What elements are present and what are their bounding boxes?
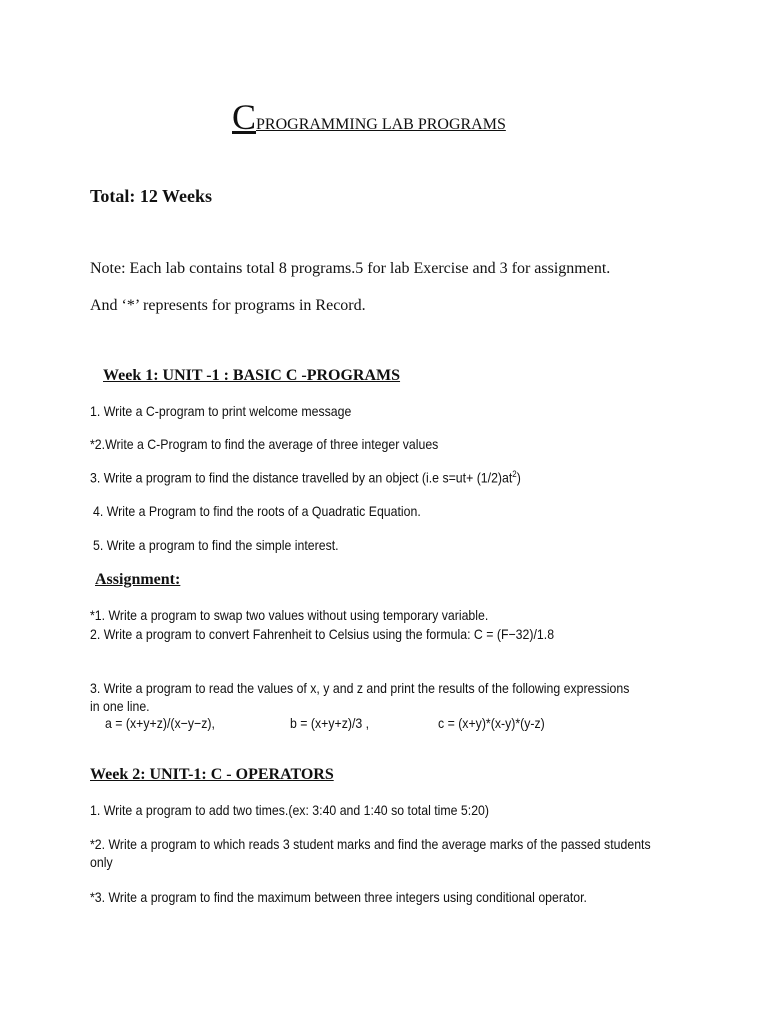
week1-item-3-close: ) bbox=[516, 469, 521, 486]
week1-item-5: 5. Write a program to find the simple interest. bbox=[93, 537, 339, 553]
week2-heading: Week 2: UNIT-1: C - OPERATORS bbox=[90, 766, 334, 783]
note-line-1: Note: Each lab contains total 8 programs.5 for lab Exercise and 3 for assignment. bbox=[90, 260, 611, 277]
week1-item-4: 4. Write a Program to find the roots of a Quadratic Equation. bbox=[93, 503, 421, 519]
total-weeks: Total: 12 Weeks bbox=[90, 186, 213, 206]
title-text: PROGRAMMING LAB PROGRAMS bbox=[256, 116, 506, 133]
week1-item-1: 1. Write a C-program to print welcome message bbox=[90, 403, 352, 419]
assignment-item-1: *1. Write a program to swap two values without using temporary variable. bbox=[90, 607, 489, 623]
title-big-letter: C bbox=[232, 97, 257, 137]
assignment-item-2: 2. Write a program to convert Fahrenheit to Celsius using the formula: C = (F−32)/1.8 bbox=[90, 626, 555, 642]
expression-a: a = (x+y+z)/(x−y−z), bbox=[105, 715, 215, 731]
week1-item-3-superscript: 2 bbox=[512, 469, 517, 479]
week2-item-2: *2. Write a program to which reads 3 student marks and find the average marks of the passed students only bbox=[90, 836, 651, 870]
page-title bbox=[222, 96, 506, 138]
week1-item-2: *2.Write a C-Program to find the average of three integer values bbox=[90, 436, 439, 452]
assignment-item-3: 3. Write a program to read the values of x, y and z and print the results of the following expressions in one line. bbox=[90, 680, 630, 714]
week2-item-1: 1. Write a program to add two times.(ex: 3:40 and 1:40 so total time 5:20) bbox=[90, 802, 490, 818]
note-line-2: And ‘*’ represents for programs in Record. bbox=[90, 297, 366, 314]
week2-item-3: *3. Write a program to find the maximum between three integers using conditional operator. bbox=[90, 889, 587, 905]
expression-c: c = (x+y)*(x-y)*(y-z) bbox=[438, 715, 545, 731]
week1-item-3 bbox=[90, 469, 521, 486]
week1-item-3-text: 3. Write a program to find the distance travelled by an object (i.e s=ut+ (1/2)at bbox=[90, 469, 513, 486]
expression-b: b = (x+y+z)/3 , bbox=[290, 715, 370, 731]
assignment-heading: Assignment: bbox=[95, 571, 181, 588]
week1-heading: Week 1: UNIT -1 : BASIC C -PROGRAMS bbox=[103, 367, 401, 384]
